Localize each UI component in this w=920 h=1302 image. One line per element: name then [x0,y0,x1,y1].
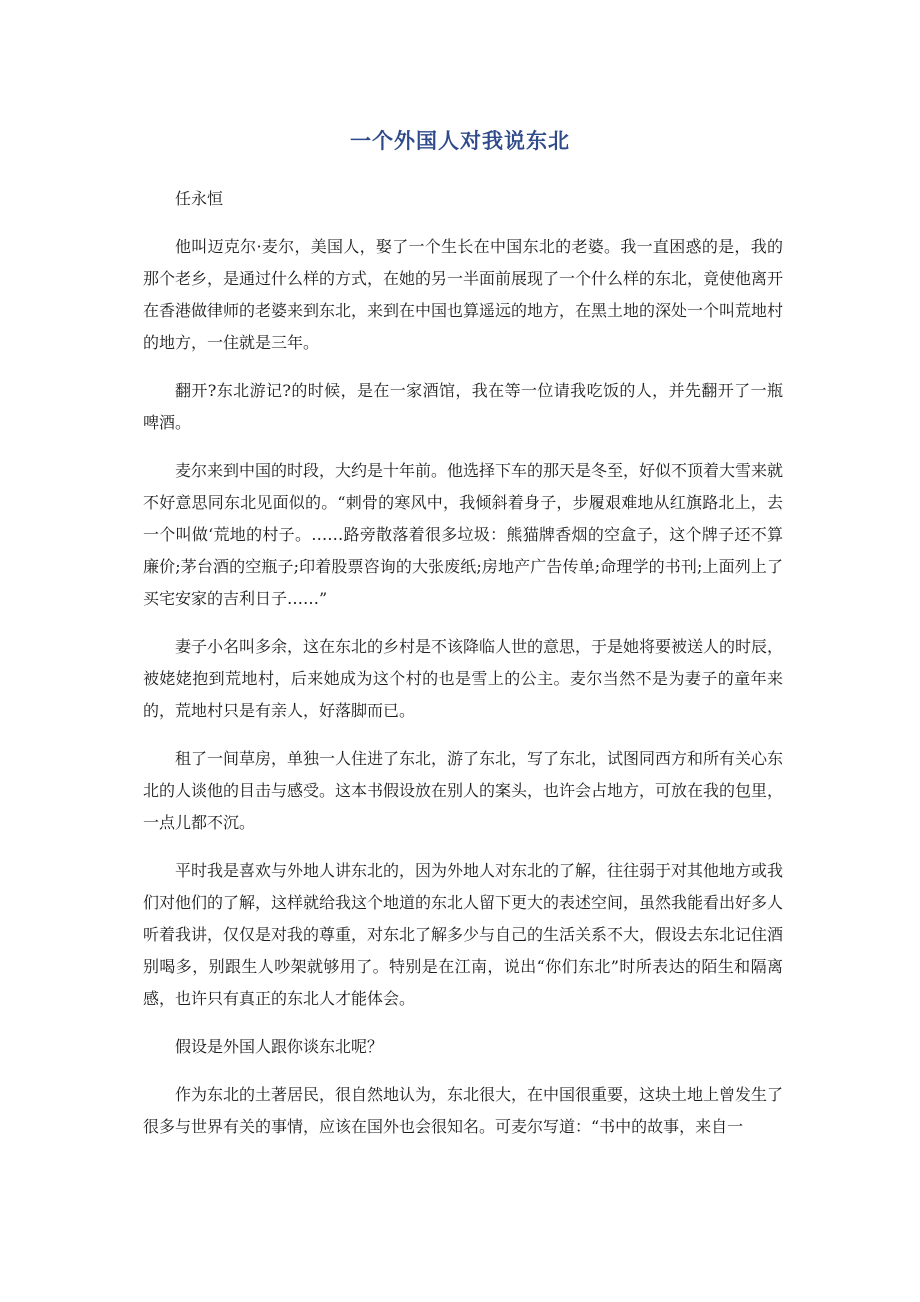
article-body [143,183,783,1159]
paragraph: 租了一间草房，单独一人住进了东北，游了东北，写了东北，试图同西方和所有关心东北的人谈他的目击与感受。这本书假设放在别人的案头，也许会占地方，可放在我的包里，一点儿都不沉。 [143,749,784,832]
paragraph: 翻开?东北游记?的时候，是在一家酒馆，我在等一位请我吃饭的人，并先翻开了一瓶啤酒。 [143,381,783,432]
page-title: 一个外国人对我说东北 [350,129,570,153]
paragraph: 麦尔来到中国的时段，大约是十年前。他选择下车的那天是冬至，好似不顶着大雪来就不好意思同东北见面似的。“刺骨的寒风中，我倾斜着身子，步履艰难地从红旗路北上，去一个叫做‘荒地的村子。……路旁散落着很多垃圾：熊猫牌香烟的空盒子，这个牌子还不算廉价;茅台酒的空瓶子;印着股票咨询的大张废纸;房地产广告传单;命理学的书刊;上面列上了买宅安家的吉利日子……” [143,461,784,608]
author-name: 任永恒 [175,189,224,208]
paragraph: 假设是外国人跟你谈东北呢？ [175,1037,384,1056]
paragraph: 妻子小名叫多余，这在东北的乡村是不该降临人世的意思，于是她将要被送人的时辰，被姥姥抱到荒地村，后来她成为这个村的也是雪上的公主。麦尔当然不是为妻子的童年来的，荒地村只是有亲人，好落脚而已。 [143,637,784,720]
paragraph: 他叫迈克尔·麦尔，美国人，娶了一个生长在中国东北的老婆。我一直困惑的是，我的那个老乡，是通过什么样的方式，在她的另一半面前展现了一个什么样的东北，竟使他离开在香港做律师的老婆来到东北，来到在中国也算遥远的地方，在黑土地的深处一个叫荒地村的地方，一住就是三年。 [143,237,784,352]
paragraph: 作为东北的土著居民，很自然地认为，东北很大，在中国很重要，这块土地上曾发生了很多与世界有关的事情，应该在国外也会很知名。可麦尔写道：“书中的故事，来自一 [143,1085,784,1136]
paragraph: 平时我是喜欢与外地人讲东北的，因为外地人对东北的了解，往往弱于对其他地方或我们对他们的了解，这样就给我这个地道的东北人留下更大的表述空间，虽然我能看出好多人听着我讲，仅仅是对我的尊重，对东北了解多少与自己的生活关系不大，假设去东北记住酒别喝多，别跟生人吵架就够用了。特别是在江南，说出“你们东北”时所表达的陌生和隔离感，也许只有真正的东北人才能体会。 [143,861,784,1008]
